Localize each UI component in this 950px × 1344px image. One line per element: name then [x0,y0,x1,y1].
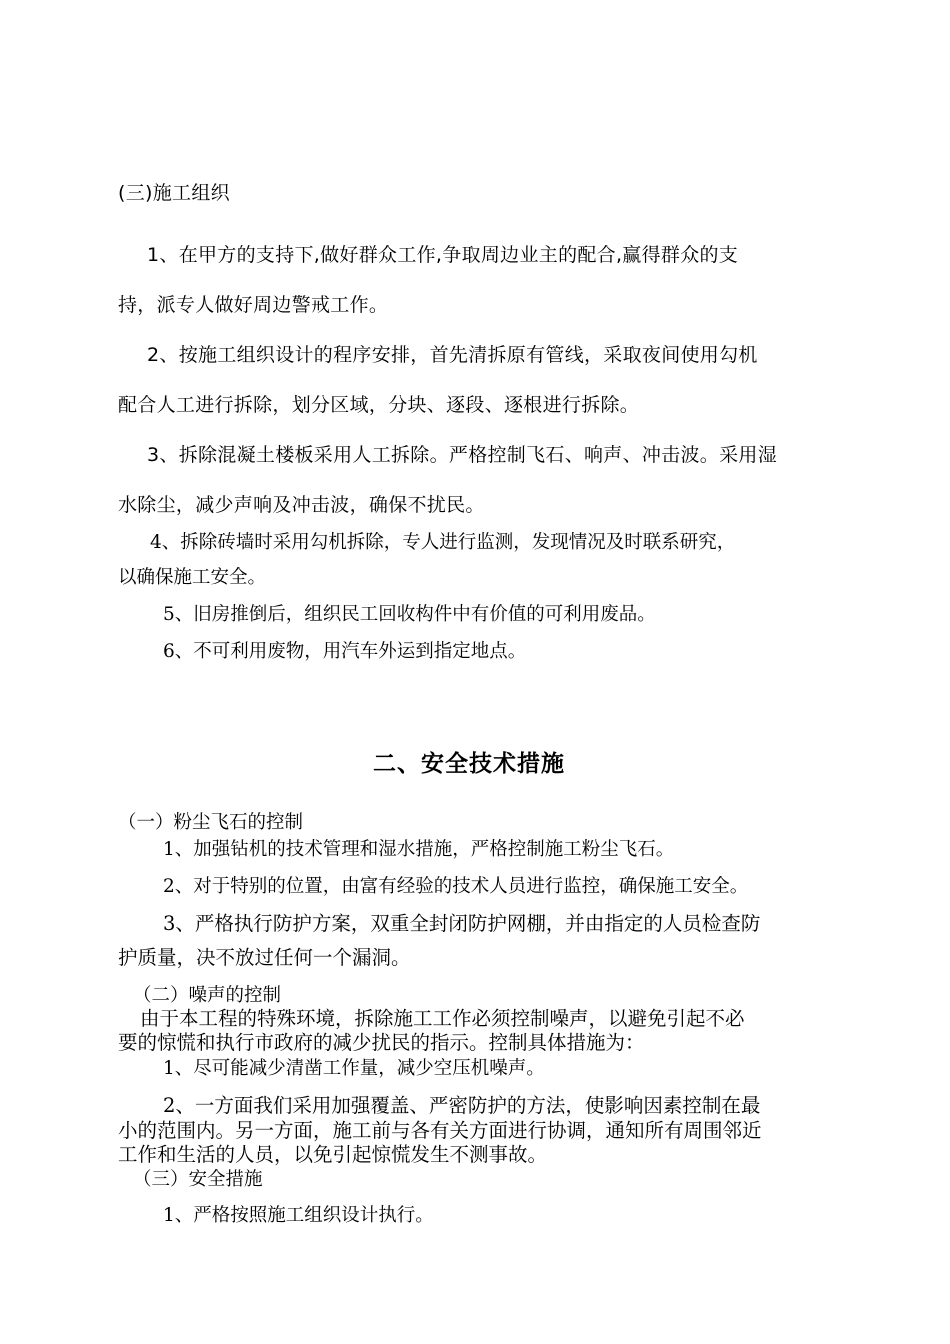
paragraph-line: 4、拆除砖墙时采用勾机拆除，专人进行监测，发现情况及时联系研究， [150,532,736,553]
paragraph-line: 以确保施工安全。 [118,567,267,588]
paragraph-line: 1、在甲方的支持下,做好群众工作,争取周边业主的配合,赢得群众的支 [147,244,739,266]
paragraph-line: 配合人工进行拆除，划分区域，分块、逐段、逐根进行拆除。 [118,394,640,416]
paragraph-line: 护质量，决不放过任何一个漏洞。 [118,946,411,969]
paragraph-line: 2、按施工组织设计的程序安排，首先清拆原有管线，采取夜间使用勾机 [147,344,758,366]
paragraph-line: 1、尽可能减少清凿工作量，减少空压机噪声。 [163,1058,545,1079]
paragraph-line: 水除尘，减少声响及冲击波，确保不扰民。 [118,494,485,516]
paragraph-line: 2、对于特别的位置，由富有经验的技术人员进行监控，确保施工安全。 [163,876,749,897]
paragraph-line: 6、不可利用废物，用汽车外运到指定地点。 [163,641,527,662]
paragraph-line: 由于本工程的特殊环境，拆除施工工作必须控制噪声，以避免引起不必 [140,1007,745,1030]
paragraph-line: 3、拆除混凝土楼板采用人工拆除。严格控制飞石、响声、冲击波。采用湿 [147,444,777,466]
subsection-heading: （三）安全措施 [133,1169,263,1190]
subsection-heading: （一）粉尘飞石的控制 [118,812,304,833]
paragraph-line: 3、严格执行防护方案，双重全封闭防护网棚，并由指定的人员检查防 [163,912,761,935]
paragraph-line: 要的惊慌和执行市政府的减少扰民的指示。控制具体措施为： [118,1031,645,1054]
page-title: 二、安全技术措施 [373,751,565,777]
paragraph-line: 小的范围内。另一方面，施工前与各有关方面进行协调，通知所有周围邻近 [118,1119,762,1142]
paragraph-line: 5、旧房推倒后，组织民工回收构件中有价值的可利用废品。 [163,604,656,625]
paragraph-line: 工作和生活的人员，以免引起惊慌发生不测事故。 [118,1143,548,1166]
paragraph-line: 1、加强钻机的技术管理和湿水措施，严格控制施工粉尘飞石。 [163,839,675,860]
subsection-heading: （二）噪声的控制 [133,985,282,1006]
paragraph-line: 1、严格按照施工组织设计执行。 [163,1205,434,1226]
paragraph-line: 持，派专人做好周边警戒工作。 [118,294,389,316]
paragraph-line: 2、一方面我们采用加强覆盖、严密防护的方法，使影响因素控制在最 [163,1094,761,1117]
section-heading: (三)施工组织 [118,182,230,204]
